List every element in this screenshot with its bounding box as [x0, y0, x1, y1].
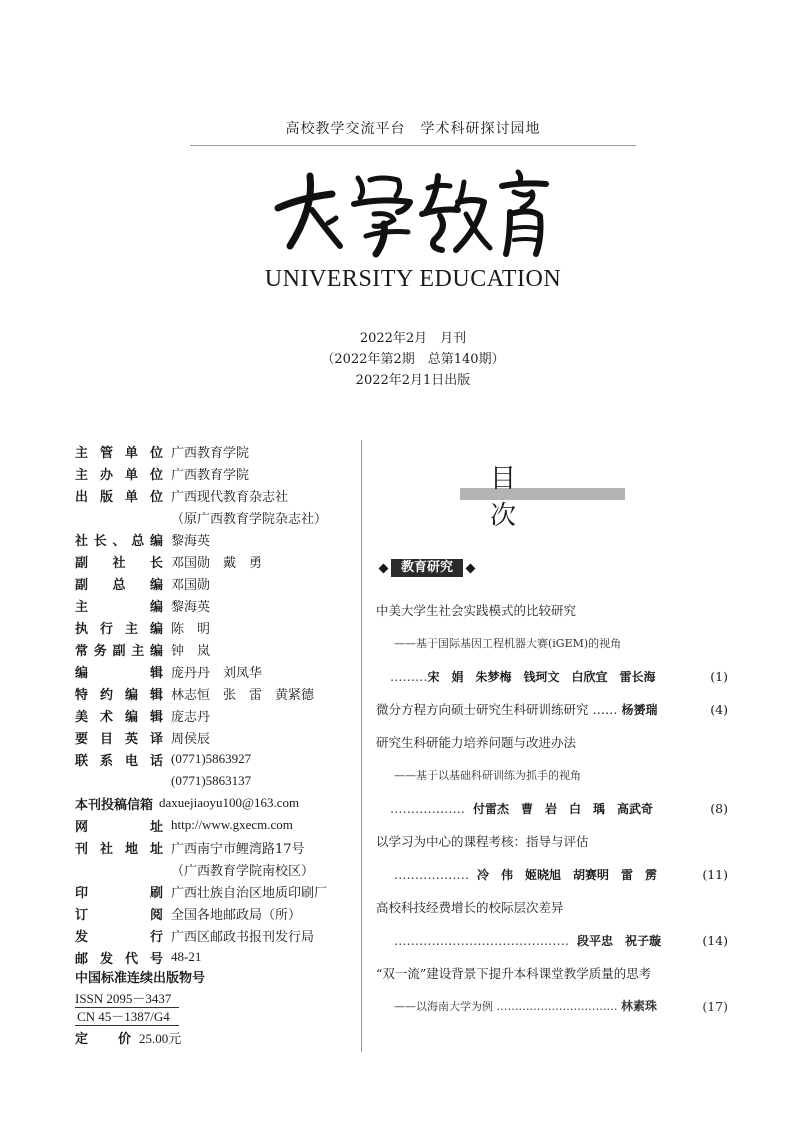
toc-article-title[interactable] [376, 594, 728, 627]
price-label: 定 价 [75, 1031, 131, 1047]
masthead-row [75, 550, 355, 572]
masthead-value: 48-21 [171, 949, 202, 964]
toc-article-title[interactable] [376, 957, 728, 990]
article-subtitle: ——以海南大学为例 …………………………… [394, 1000, 618, 1013]
page-number: (8) [710, 801, 728, 816]
page-number: (11) [702, 867, 728, 882]
masthead-label: 社长、总编 [75, 533, 163, 549]
masthead-value: 陈 明 [171, 621, 211, 637]
masthead-row [75, 506, 355, 528]
article-authors: 宋 娟 朱梦梅 钱珂文 白欣宜 雷长海 [427, 670, 656, 684]
masthead-label: 副总编 [75, 577, 163, 593]
masthead-row [75, 440, 355, 462]
email-value[interactable]: daxuejiaoyu100@163.com [159, 795, 300, 810]
masthead-value: 黎海英 [171, 533, 211, 549]
masthead-label: 订阅 [75, 907, 163, 923]
masthead-label: 主办单位 [75, 467, 163, 483]
masthead-label: 主管单位 [75, 445, 163, 461]
toc-article-title[interactable] [376, 693, 728, 726]
issn-box [75, 990, 179, 1026]
masthead-label: 要目英译 [75, 731, 163, 747]
dot-leader: ……………… [394, 867, 469, 882]
masthead-value: 邓国勋 [171, 577, 211, 593]
masthead-email-row [75, 792, 355, 814]
masthead-value: 广西教育学院 [171, 467, 250, 483]
article-subtitle: ——基于国际基因工程机器大赛(iGEM)的视角 [394, 637, 622, 650]
masthead-label: 主编 [75, 599, 163, 615]
article-title: 微分方程方向硕士研究生科研训练研究 …… [376, 702, 618, 717]
masthead-row [75, 462, 355, 484]
toc-author-line [376, 660, 728, 693]
toc-heading-text: 目次 [490, 464, 565, 531]
masthead-label: 联系电话 [75, 753, 163, 769]
toc-author-line [376, 858, 728, 891]
masthead-row [75, 902, 355, 924]
masthead-label: 执行主编 [75, 621, 163, 637]
journal-title-en: UNIVERSITY EDUCATION [264, 266, 562, 292]
header-rule [190, 145, 636, 146]
masthead-value: 林志恒 张 雷 黄紧德 [171, 687, 315, 703]
article-title: “双一流”建设背景下提升本科课堂教学质量的思考 [376, 966, 652, 981]
calligraphy-logo-icon [270, 168, 560, 260]
masthead-row [75, 682, 355, 704]
masthead-label: 刊社地址 [75, 841, 163, 857]
price-row [75, 1026, 355, 1048]
masthead-row [75, 748, 355, 770]
masthead-label: 出版单位 [75, 489, 163, 505]
masthead-row [75, 726, 355, 748]
masthead-label: 特约编辑 [75, 687, 163, 703]
masthead-row [75, 704, 355, 726]
masthead-row [75, 924, 355, 946]
toc-article-title[interactable] [376, 825, 728, 858]
toc-article-title[interactable] [376, 726, 728, 759]
masthead-value: 全国各地邮政局（所） [171, 907, 302, 923]
dot-leader: …………………………………… [394, 933, 569, 948]
issue-date: 2022年2月 月刊 [359, 331, 467, 346]
website-link[interactable]: http://www.gxecm.com [171, 817, 293, 832]
header-slogan: 高校教学交流平台 学术科研探讨园地 [285, 121, 541, 137]
masthead-row [75, 836, 355, 858]
masthead-row [75, 638, 355, 660]
masthead-label: 美术编辑 [75, 709, 163, 725]
serial-number-label: 中国标准连续出版物号 [75, 971, 206, 986]
page-number: (1) [710, 669, 728, 684]
masthead-value: 广西区邮政书报刊发行局 [171, 929, 315, 945]
email-label: 本刊投稿信箱 [75, 797, 154, 813]
masthead-value: 周侯辰 [171, 731, 211, 747]
column-divider [361, 440, 362, 1052]
article-authors: 冷 伟 姬晓旭 胡赛明 雷 雳 [476, 868, 657, 882]
masthead-row [75, 858, 355, 880]
price-value: 25.00元 [139, 1030, 182, 1046]
masthead [75, 440, 355, 1048]
dot-leader: ……… [390, 669, 428, 684]
article-title: 中美大学生社会实践模式的比较研究 [376, 603, 577, 618]
toc-author-line [376, 924, 728, 957]
masthead-label: 邮发代号 [75, 951, 163, 967]
issue-info [190, 328, 636, 391]
masthead-value: （广西教育学院南校区） [171, 863, 315, 879]
masthead-row [75, 616, 355, 638]
toc-article-subtitle [376, 627, 728, 660]
masthead-row [75, 946, 355, 968]
journal-calligraphy-logo [270, 168, 560, 260]
toc-author-line [376, 792, 728, 825]
masthead-value: (0771)5863927 [171, 751, 252, 766]
cn-number: CN 45－1387/G4 [75, 1008, 179, 1026]
article-title: 研究生科研能力培养问题与改进办法 [376, 735, 577, 750]
masthead-value: 广西壮族自治区地质印刷厂 [171, 885, 328, 901]
masthead-value: 广西教育学院 [171, 445, 250, 461]
toc-article-title[interactable] [376, 891, 728, 924]
page-number: (4) [710, 702, 728, 717]
masthead-value: 庞丹丹 刘凤华 [171, 665, 263, 681]
publish-date: 2022年2月1日出版 [355, 373, 471, 388]
article-title: 高校科技经费增长的校际层次差异 [376, 900, 564, 915]
dot-leader: ……………… [390, 801, 465, 816]
section-tag [376, 558, 478, 578]
article-authors: 付雷杰 曹 岩 白 瑀 高武奇 [472, 802, 653, 816]
issue-number: （2022年第2期 总第140期） [321, 352, 505, 367]
masthead-row [75, 594, 355, 616]
article-title: 以学习为中心的课程考核：指导与评估 [376, 834, 589, 849]
masthead-value: 邓国勋 戴 勇 [171, 555, 263, 571]
masthead-row [75, 814, 355, 836]
masthead-value: 庞志丹 [171, 709, 211, 725]
toc-list [376, 594, 728, 1023]
diamond-icon [466, 563, 476, 573]
masthead-value: （原广西教育学院杂志社） [171, 511, 328, 527]
masthead-label: 印刷 [75, 885, 163, 901]
masthead-row [75, 880, 355, 902]
diamond-icon [379, 563, 389, 573]
article-subtitle: ——基于以基础科研训练为抓手的视角 [394, 769, 581, 782]
toc-article-subtitle [376, 759, 728, 792]
article-authors: 杨赟瑞 [621, 703, 658, 717]
toc-article-subtitle [376, 990, 728, 1023]
masthead-label: 编辑 [75, 665, 163, 681]
issn: ISSN 2095－3437 [75, 990, 179, 1008]
masthead-value: 黎海英 [171, 599, 211, 615]
masthead-value: 广西现代教育杂志社 [171, 489, 289, 505]
masthead-row [75, 528, 355, 550]
article-authors: 林素珠 [621, 999, 658, 1013]
masthead-label: 常务副主编 [75, 643, 163, 659]
masthead-value: 广西南宁市鲤湾路17号 [171, 841, 305, 857]
masthead-row [75, 660, 355, 682]
masthead-label: 副社长 [75, 555, 163, 571]
page-number: (17) [702, 999, 728, 1014]
article-authors: 段平忠 祝子璇 [576, 934, 661, 948]
masthead-value: 钟 岚 [171, 643, 211, 659]
masthead-row [75, 572, 355, 594]
section-label: 教育研究 [391, 559, 463, 577]
masthead-row [75, 770, 355, 792]
masthead-value: (0771)5863137 [171, 773, 252, 788]
masthead-label: 发行 [75, 929, 163, 945]
toc-heading [460, 458, 625, 531]
masthead-label: 网址 [75, 819, 163, 835]
masthead-row [75, 484, 355, 506]
page-number: (14) [702, 933, 728, 948]
